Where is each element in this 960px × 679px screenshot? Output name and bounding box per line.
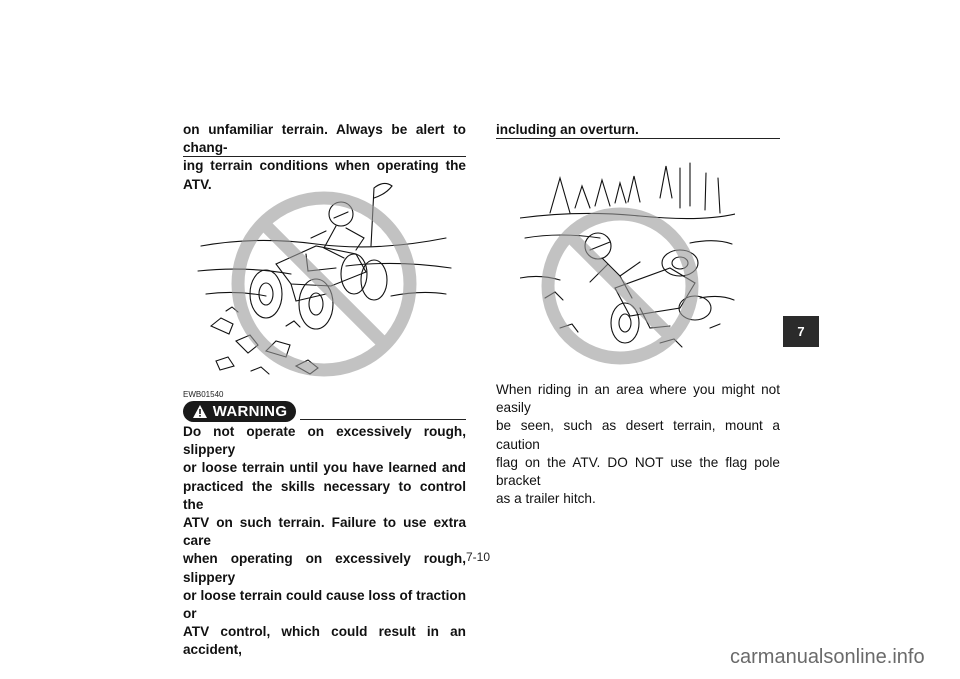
body-line-2: be seen, such as desert terrain, mount a caution bbox=[496, 418, 780, 452]
prohibition-circle-icon bbox=[548, 214, 692, 358]
continuation-line: including an overturn. bbox=[496, 122, 639, 137]
intro-line-1: on unfamiliar terrain. Always be alert to chang- bbox=[183, 122, 466, 156]
body-line-3: flag on the ATV. DO NOT use the flag pole bracket bbox=[496, 454, 780, 489]
warning-line-4: ATV on such terrain. Failure to use extra care bbox=[183, 515, 466, 549]
atv-rough-terrain-illustration bbox=[196, 176, 456, 386]
warning-line-1: Do not operate on excessively rough, slippery bbox=[183, 424, 466, 458]
chapter-tab: 7 bbox=[783, 316, 819, 347]
warning-line-7: ATV control, which could result in an accident, bbox=[183, 624, 466, 658]
footer-watermark: carmanualsonline.info bbox=[730, 646, 925, 668]
warning-line-6: or loose terrain could cause loss of traction or bbox=[183, 587, 466, 622]
warning-badge bbox=[183, 401, 296, 422]
intro-line-2: ing terrain conditions when operating the ATV. bbox=[183, 158, 466, 192]
exclamation-triangle-icon bbox=[192, 404, 208, 419]
atv-overturn-illustration bbox=[520, 158, 735, 366]
warning-rule bbox=[300, 419, 466, 420]
body-line-1: When riding in an area where you might not easily bbox=[496, 382, 780, 416]
intro-rule bbox=[183, 156, 466, 157]
caution-flag-text bbox=[496, 381, 780, 508]
warning-text bbox=[183, 423, 466, 660]
body-line-4: as a trailer hitch. bbox=[496, 491, 596, 507]
warning-line-2: or loose terrain until you have learned and bbox=[183, 460, 466, 476]
warning-label: WARNING bbox=[212, 403, 288, 420]
warning-line-5: when operating on excessively rough, slippery bbox=[183, 551, 466, 585]
page-number: 7-10 bbox=[466, 550, 491, 564]
continuation-rule bbox=[496, 138, 780, 139]
warning-code: EWB01540 bbox=[183, 390, 224, 399]
warning-line-3: practiced the skills necessary to control the bbox=[183, 478, 466, 512]
